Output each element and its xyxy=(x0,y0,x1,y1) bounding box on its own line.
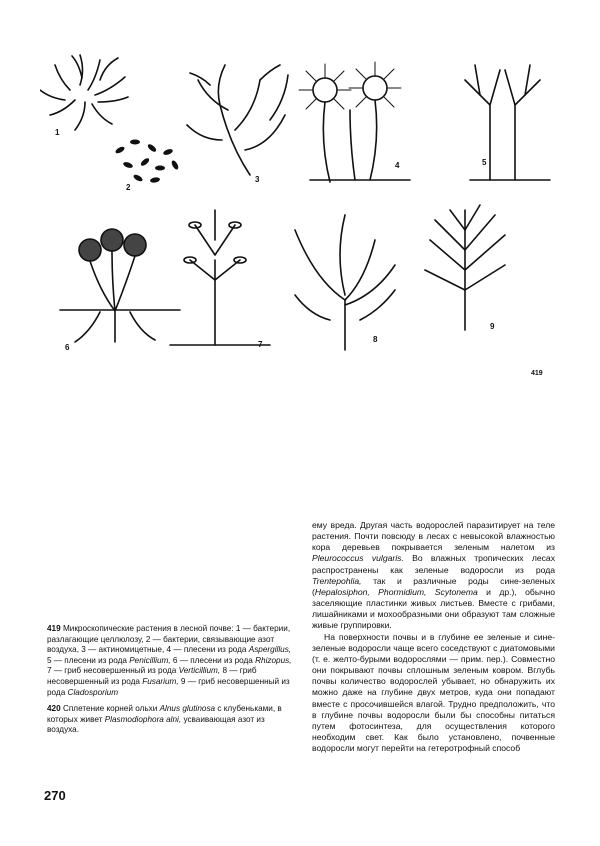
figure-number: 419 xyxy=(531,370,543,377)
caption-text: 8 — гриб несовершенный из рода xyxy=(47,666,257,686)
species-name: Trentepohlia, xyxy=(312,575,362,586)
body-text: и др.), обычно заселяющие пластинки живых листьев. Вместе с грибами, лишайниками и мохообразными они образуют там сложные живые группировки. xyxy=(312,586,555,631)
caption-text: Микроскопические растения в лесной почве: 1 — бактерии, разлагающие целлюлозу, 2 — бактерии, связывающие азот воздуха, 3 — актиномицетные, 4 — плесени из рода xyxy=(47,624,291,655)
fig-label: 7 xyxy=(258,340,263,349)
species-name: Alnus glutinosa xyxy=(159,704,216,714)
caption-text: 9 — гриб несовершенный из рода xyxy=(47,676,290,697)
body-paragraph-1 xyxy=(312,520,555,632)
caption-419 xyxy=(47,624,295,698)
species-name: Rhizopus, xyxy=(255,655,292,665)
species-name: Aspergillus, xyxy=(248,645,292,655)
microorganism-illustration xyxy=(40,40,560,380)
fig-7-verticillium xyxy=(170,210,270,345)
caption-column xyxy=(47,624,295,742)
species-name: Pleurococcus vulgaris. xyxy=(312,553,404,564)
fig-label: 6 xyxy=(65,343,70,352)
species-name: Penicillium, xyxy=(129,655,171,665)
fig-label: 5 xyxy=(482,158,487,167)
fig-1-bacteria xyxy=(40,55,128,130)
fig-label: 2 xyxy=(126,183,131,192)
body-paragraph-2: На поверхности почвы и в глубине ее зеленые и сине-зеленые водоросли чаще всего соседствуют с диатомовыми (т. е. желто-бурыми водорослями — прим. пер.). Совместно они покрывают почвы сплошным зеленым ковром. Вглубь почвы количество водорослей убывает, но обнаружить их можно даже на глубине двух метров, куда они попадают вместе с просочившейся влагой. Трудно предположить, что в глубине почвы водоросли были бы способны питаться путем фотосинтеза, для осуществления которого необходим свет. Как было установлено, почвенные водоросли могут перейти на гетеротрофный способ xyxy=(312,631,555,754)
page-number: 270 xyxy=(44,788,66,803)
fig-label: 9 xyxy=(490,322,495,331)
species-name: Verticillium, xyxy=(178,666,221,676)
species-name: Plasmodiophora alni, xyxy=(104,714,182,724)
caption-text: Сплетение корней ольхи xyxy=(62,704,158,714)
caption-text: 5 — плесени из рода xyxy=(47,655,127,665)
fig-label: 4 xyxy=(395,161,400,170)
fig-label: 3 xyxy=(255,175,260,184)
fig-9-cladosporium xyxy=(425,205,505,330)
caption-text: с клубеньками, в которых живет xyxy=(47,704,282,724)
fig-6-rhizopus xyxy=(60,229,180,342)
body-text: так и различные роды сине-зеленых ( xyxy=(312,575,556,597)
body-text: ему вреда. Другая часть водорослей паразитирует на теле растения. Почти повсюду в лесах с невысокой влажностью кора деревьев покрывается зеленым налетом из xyxy=(312,520,555,553)
caption-text: 7 — гриб несовершенный из рода xyxy=(47,666,177,676)
species-name: Fusarium, xyxy=(142,676,179,686)
fig-label: 8 xyxy=(373,335,378,344)
species-name: Cladosporium xyxy=(67,687,119,697)
caption-text: усваивающая азот из воздуха. xyxy=(47,714,265,735)
fig-8-fusarium xyxy=(295,215,395,350)
caption-number: 419 xyxy=(47,624,61,633)
caption-420 xyxy=(47,704,295,736)
fig-label: 1 xyxy=(55,128,60,137)
caption-number: 420 xyxy=(47,704,61,714)
fig-3-actinomycetes xyxy=(187,65,288,175)
fig-5-penicillium xyxy=(465,65,550,180)
body-text-column xyxy=(312,520,555,754)
body-text: Во влажных тропических лесах распространены как зеленые водоросли из рода xyxy=(312,553,555,575)
fig-2-bacteria xyxy=(114,140,179,184)
species-name: Hepalosiphon, Phormidium, Scytonema xyxy=(314,586,478,597)
caption-text: 6 — плесени из рода xyxy=(172,655,253,665)
